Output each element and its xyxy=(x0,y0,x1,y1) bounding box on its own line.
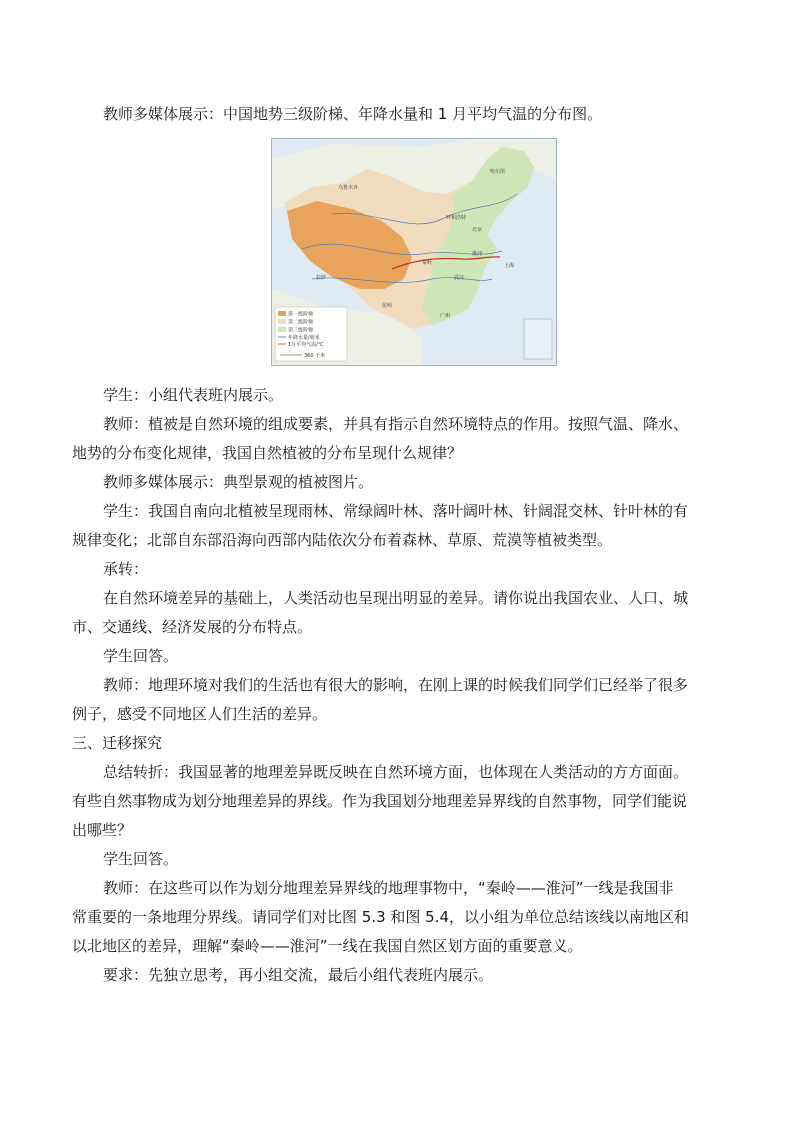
paragraph-teacher-vegetation-line2: 地势的分布变化规律，我国自然植被的分布呈现什么规律？ xyxy=(72,444,463,462)
paragraph-human-activity-line2: 市、交通线、经济发展的分布特点。 xyxy=(72,618,313,636)
section-heading-transfer-inquiry: 三、迁移探究 xyxy=(72,734,163,752)
legend-precip: 年降水量/毫米 xyxy=(288,335,320,341)
paragraph-summary-line2: 有些自然事物成为划分地理差异的界线。作为我国划分地理差异界线的自然事物，同学们能说 xyxy=(72,792,688,810)
map-label-shanghai: 上海 xyxy=(504,263,515,269)
map-label-huaihe: 淮河 xyxy=(472,251,483,257)
legend-step2: 第二级阶梯 xyxy=(288,319,314,326)
map-label-guangzhou: 广州 xyxy=(440,313,451,319)
paragraph-teacher-life-line1: 教师：地理环境对我们的生活也有很大的影响，在刚上课的时候我们同学们已经举了很多 xyxy=(103,676,689,694)
map-label-wuhan: 武汉 xyxy=(454,275,465,281)
paragraph-summary-line1: 总结转折：我国显著的地理差异既反映在自然环境方面，也体现在人类活动的方方面面。 xyxy=(103,763,689,781)
paragraph-summary-line3: 出哪些？ xyxy=(72,821,133,839)
paragraph-student-show: 学生：小组代表班内展示。 xyxy=(103,386,284,404)
legend-swatch-step1 xyxy=(278,311,286,316)
legend-swatch-step2 xyxy=(278,319,286,324)
paragraph-qinling-line3: 以北地区的差异，理解“秦岭——淮河”一线在我国自然区划方面的重要意义。 xyxy=(72,937,583,955)
paragraph-qinling-line1: 教师：在这些可以作为划分地理差异界线的地理事物中，“秦岭——淮河”一线是我国非 xyxy=(103,879,674,897)
map-south-sea-inset xyxy=(524,319,552,359)
legend-step3: 第三级阶梯 xyxy=(288,327,314,334)
paragraph-student-answer-2: 学生回答。 xyxy=(103,850,179,868)
paragraph-teacher-show-map: 教师多媒体展示：中国地势三级阶梯、年降水量和 1 月平均气温的分布图。 xyxy=(103,105,603,123)
paragraph-teacher-vegetation-line1: 教师：植被是自然环境的组成要素，并具有指示自然环境特点的作用。按照气温、降水、 xyxy=(103,415,689,433)
paragraph-qinling-line2: 常重要的一条地理分界线。请同学们对比图 5.3 和图 5.4，以小组为单位总结该线以南地区和 xyxy=(72,908,690,926)
paragraph-teacher-show-pictures: 教师多媒体展示：典型景观的植被图片。 xyxy=(103,473,374,491)
map-label-lhasa: 拉萨 xyxy=(316,275,327,281)
map-label-qinling: 秦岭 xyxy=(422,260,433,266)
paragraph-student-answer-1: 学生回答。 xyxy=(103,647,179,665)
legend-temp: 1月平均气温/℃ xyxy=(288,342,324,348)
legend-swatch-step3 xyxy=(278,327,286,332)
china-map-figure xyxy=(271,138,557,366)
map-label-harbin: 哈尔滨 xyxy=(490,169,506,175)
paragraph-student-vegetation-line1: 学生：我国自南向北植被呈现雨林、常绿阔叶林、落叶阔叶林、针阔混交林、针叶林的有 xyxy=(103,502,689,520)
paragraph-teacher-life-line2: 例子，感受不同地区人们生活的差异。 xyxy=(72,705,328,723)
paragraph-human-activity-line1: 在自然环境差异的基础上，人类活动也呈现出明显的差异。请你说出我国农业、人口、城 xyxy=(103,589,689,607)
map-label-hohhot: 呼和浩特 xyxy=(446,215,467,221)
paragraph-requirement: 要求：先独立思考，再小组交流，最后小组代表班内展示。 xyxy=(103,966,494,984)
paragraph-transition-label: 承转： xyxy=(103,560,149,578)
map-scale-label: 360 千米 xyxy=(304,353,326,359)
map-label-beijing: 北京 xyxy=(472,227,483,233)
map-label-urumqi: 乌鲁木齐 xyxy=(338,185,359,191)
paragraph-student-vegetation-line2: 规律变化；北部自东部沿海向西部内陆依次分布着森林、草原、荒漠等植被类型。 xyxy=(72,531,613,549)
map-label-kunming: 昆明 xyxy=(382,303,393,309)
china-map-svg xyxy=(272,139,556,365)
legend-step1: 第一级阶梯 xyxy=(288,311,314,318)
